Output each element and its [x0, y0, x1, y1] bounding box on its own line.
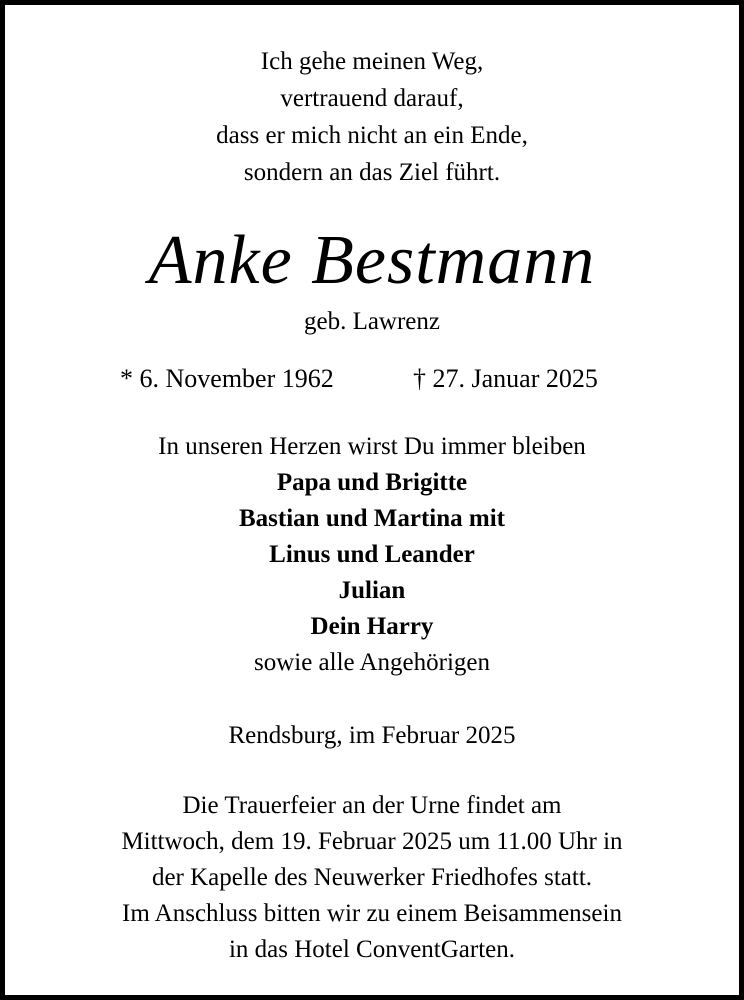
mourner-line-1: Papa und Brigitte — [276, 469, 468, 496]
poem-line-2: vertrauend darauf, — [280, 85, 464, 112]
relatives-text: sowie alle Angehörigen — [253, 649, 491, 676]
mourner-line-5: Dein Harry — [310, 613, 434, 640]
mourner-line-3: Linus und Leander — [269, 541, 475, 568]
intro-text: In unseren Herzen wirst Du immer bleiben — [158, 433, 586, 460]
notice-line-3: der Kapelle des Neuwerker Friedhofes statt. — [151, 864, 593, 891]
deceased-name: Anke Bestmann — [148, 222, 596, 299]
notice-line-2: Mittwoch, dem 19. Februar 2025 um 11.00 Uhr in — [121, 828, 623, 855]
mourner-line-2: Bastian und Martina mit — [238, 505, 505, 532]
life-dates — [5, 364, 739, 394]
death-date: † 27. Januar 2025 — [413, 364, 598, 393]
poem-line-3: dass er mich nicht an ein Ende, — [216, 122, 528, 149]
notice-line-1: Die Trauerfeier an der Urne findet am — [182, 792, 562, 819]
place-date: Rendsburg, im Februar 2025 — [228, 722, 516, 749]
poem-line-1: Ich gehe meinen Weg, — [260, 48, 484, 75]
mourner-line-4: Julian — [338, 577, 406, 604]
notice-line-4: Im Anschluss bitten wir zu einem Beisammensein — [122, 900, 622, 927]
maiden-name: geb. Lawrenz — [303, 308, 441, 335]
notice-line-5: in das Hotel ConventGarten. — [228, 936, 516, 963]
birth-date: * 6. November 1962 — [120, 364, 334, 393]
poem-line-4: sondern an das Ziel führt. — [243, 159, 501, 186]
